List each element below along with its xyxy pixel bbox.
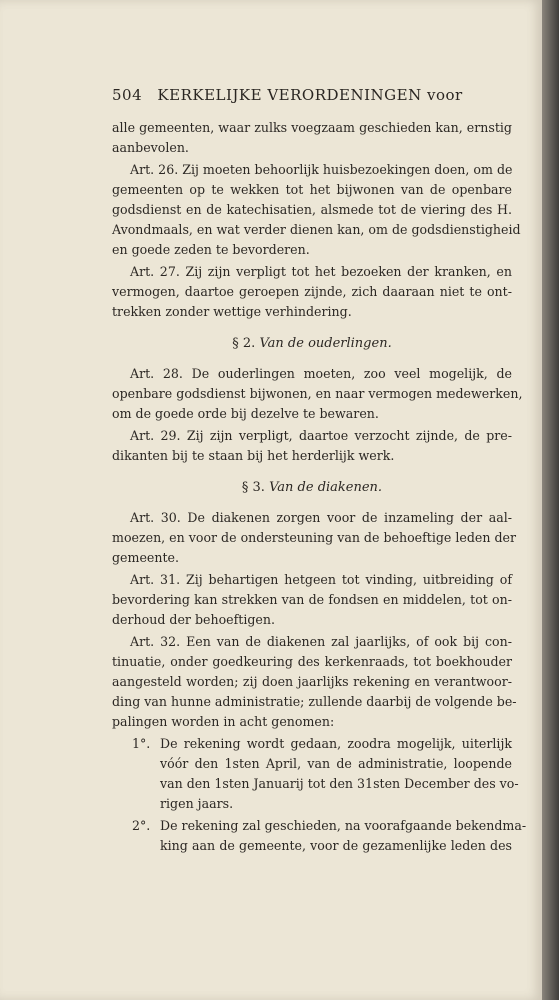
text-line: gemeenten op te wekken tot het bijwonen van de openbare [112, 182, 512, 197]
text-line: palingen worden in acht genomen: [112, 714, 335, 729]
text-line: moezen, en voor de ondersteuning van de behoeftige leden der [112, 530, 517, 545]
text-line: dikanten bij te staan bij het herderlijk werk. [112, 448, 395, 463]
running-title: KERKELIJKE VERORDENINGEN voor [157, 86, 463, 104]
text-line: godsdienst en de katechisatien, alsmede tot de viering des H. [112, 202, 512, 217]
text-line: Art. 27. Zij zijn verpligt tot het bezoeken der kranken, en [130, 264, 512, 279]
text-line: trekken zonder wettige verhindering. [112, 304, 352, 319]
page-number: 504 [112, 86, 143, 104]
text-line: De rekening zal geschieden, na voorafgaande bekendma- [160, 818, 527, 833]
text-line: van den 1sten Januarij tot den 31sten December des vo- [160, 776, 519, 791]
list-marker: 1°. [132, 736, 151, 751]
list-marker: 2°. [132, 818, 151, 833]
text-line: en goede zeden te bevorderen. [112, 242, 310, 257]
text-line: derhoud der behoeftigen. [112, 612, 275, 627]
text-line: rigen jaars. [160, 796, 234, 811]
text-line: tinuatie, onder goedkeuring des kerkenraads, tot boekhouder [112, 654, 512, 669]
text-line: ding van hunne administratie; zullende daarbij de volgende be- [112, 694, 517, 709]
text-line: bevordering kan strekken van de fondsen en middelen, tot on- [112, 592, 512, 607]
text-line: Avondmaals, en wat verder dienen kan, om de godsdienstigheid [112, 222, 521, 237]
text-line: aanbevolen. [112, 140, 189, 155]
text-line: king aan de gemeente, voor de gezamenlijke leden des [160, 838, 512, 853]
text-line: om de goede orde bij dezelve te bewaren. [112, 406, 379, 421]
text-line: alle gemeenten, waar zulks voegzaam geschieden kan, ernstig [112, 120, 512, 135]
text-line: gemeente. [112, 550, 179, 565]
text-line: aangesteld worden; zij doen jaarlijks rekening en verantwoor- [112, 674, 512, 689]
section-title: Van de ouderlingen. [259, 336, 392, 351]
text-line: Art. 29. Zij zijn verpligt, daartoe verzocht zijnde, de pre- [130, 428, 512, 443]
page-edge-shadow [542, 0, 559, 1000]
text-line: vóór den 1sten April, van de administratie, loopende [160, 756, 512, 771]
section-number: § 2. [232, 336, 256, 351]
text-line: Art. 31. Zij behartigen hetgeen tot vinding, uitbreiding of [130, 572, 512, 587]
section-title: Van de diakenen. [269, 480, 383, 495]
text-line: vermogen, daartoe geroepen zijnde, zich daaraan niet te ont- [112, 284, 512, 299]
section-number: § 3. [241, 480, 265, 495]
running-header [112, 86, 512, 104]
text-line: Art. 28. De ouderlingen moeten, zoo veel mogelijk, de [130, 366, 512, 381]
text-line: De rekening wordt gedaan, zoodra mogelijk, uiterlijk [160, 736, 512, 751]
text-line: Art. 26. Zij moeten behoorlijk huisbezoekingen doen, om de [130, 162, 513, 177]
text-line: Art. 32. Een van de diakenen zal jaarlijks, of ook bij con- [130, 634, 512, 649]
section-heading [112, 334, 512, 354]
text-line: openbare godsdienst bijwonen, en naar vermogen medewerken, [112, 386, 523, 401]
section-heading [112, 478, 512, 498]
text-line: Art. 30. De diakenen zorgen voor de inzameling der aal- [130, 510, 512, 525]
